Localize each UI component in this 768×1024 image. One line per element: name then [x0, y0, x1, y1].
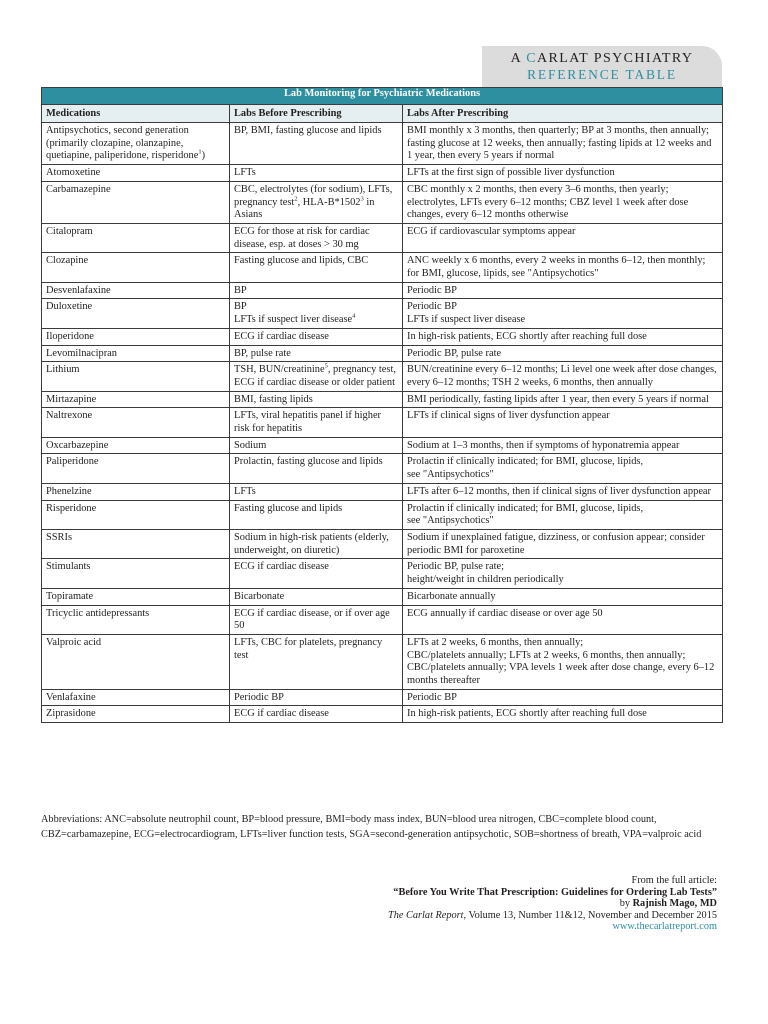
- source-intro: From the full article:: [631, 875, 717, 886]
- labs-after-cell: LFTs at 2 weeks, 6 months, then annually; CBC/platelets annually; LFTs at 2 weeks, 6 months, then annually; CBC/platelets annually; VPA levels 1 week after dose change, every 6–12 months thereafter: [403, 634, 723, 689]
- medication-cell: Atomoxetine: [42, 165, 230, 182]
- medication-cell: Naltrexone: [42, 408, 230, 437]
- article-title: “Before You Write That Prescription: Guidelines for Ordering Lab Tests”: [393, 886, 717, 898]
- medication-cell: Phenelzine: [42, 483, 230, 500]
- labs-before-cell: BP LFTs if suspect liver disease$^4$: [230, 299, 403, 328]
- labs-before-cell: Periodic BP: [230, 689, 403, 706]
- labs-before-cell: ECG for those at risk for cardiac disease, esp. at doses > 30 mg: [230, 223, 403, 252]
- medication-cell: Lithium: [42, 362, 230, 391]
- abbreviations-line-2: CBZ=carbamazepine, ECG=electrocardiogram, LFTs=liver function tests, SGA=second-generation antipsychotic, SOB=shortness of breath, VPA=valproic acid: [41, 829, 702, 840]
- brand-title: A CARLAT PSYCHIATRY: [510, 51, 694, 66]
- medication-cell: Valproic acid: [42, 634, 230, 689]
- labs-after-cell: CBC monthly x 2 months, then every 3–6 months, then yearly; electrolytes, LFTs every 6–12 months; CBZ level 1 week after dose changes, every 6–12 months otherwise: [403, 181, 723, 223]
- column-header-labs-after: Labs After Prescribing: [403, 105, 723, 123]
- labs-after-cell: Periodic BP, pulse rate; height/weight in children periodically: [403, 559, 723, 588]
- medication-cell: Desvenlafaxine: [42, 282, 230, 299]
- labs-before-cell: BP, pulse rate: [230, 345, 403, 362]
- website-link[interactable]: www.thecarlatreport.com: [612, 921, 717, 932]
- labs-before-cell: Prolactin, fasting glucose and lipids: [230, 454, 403, 483]
- labs-after-cell: Periodic BP LFTs if suspect liver disease: [403, 299, 723, 328]
- medication-cell: Topiramate: [42, 588, 230, 605]
- labs-after-cell: In high-risk patients, ECG shortly after reaching full dose: [403, 328, 723, 345]
- table-row: [42, 391, 723, 408]
- labs-before-cell: BP: [230, 282, 403, 299]
- column-header-labs-before: Labs Before Prescribing: [230, 105, 403, 123]
- medication-cell: Tricyclic antidepressants: [42, 605, 230, 634]
- table-row: [42, 362, 723, 391]
- labs-before-cell: LFTs: [230, 165, 403, 182]
- table-row: [42, 605, 723, 634]
- table-row: [42, 559, 723, 588]
- lab-monitoring-table: [41, 87, 723, 723]
- medication-cell: Mirtazapine: [42, 391, 230, 408]
- table-row: [42, 408, 723, 437]
- table-row: [42, 299, 723, 328]
- labs-before-cell: Sodium: [230, 437, 403, 454]
- labs-after-cell: Sodium if unexplained fatigue, dizziness, or confusion appear; consider periodic BMI for paroxetine: [403, 529, 723, 558]
- labs-after-cell: LFTs at the first sign of possible liver dysfunction: [403, 165, 723, 182]
- table-row: [42, 181, 723, 223]
- medication-cell: Venlafaxine: [42, 689, 230, 706]
- labs-after-cell: Periodic BP, pulse rate: [403, 345, 723, 362]
- labs-after-cell: In high-risk patients, ECG shortly after reaching full dose: [403, 706, 723, 723]
- source-citation: [388, 875, 717, 933]
- labs-before-cell: Bicarbonate: [230, 588, 403, 605]
- labs-after-cell: LFTs after 6–12 months, then if clinical signs of liver dysfunction appear: [403, 483, 723, 500]
- table-row: [42, 223, 723, 252]
- medication-cell: Risperidone: [42, 500, 230, 529]
- labs-before-cell: BP, BMI, fasting glucose and lipids: [230, 123, 403, 165]
- brand-subtitle: REFERENCE TABLE: [527, 67, 677, 82]
- labs-after-cell: BUN/creatinine every 6–12 months; Li level one week after dose changes, every 6–12 months; TSH 2 weeks, 6 months, then annually: [403, 362, 723, 391]
- table-row: [42, 123, 723, 165]
- labs-after-cell: Prolactin if clinically indicated; for BMI, glucose, lipids, see "Antipsychotics": [403, 454, 723, 483]
- medication-cell: Citalopram: [42, 223, 230, 252]
- table-row: [42, 706, 723, 723]
- labs-before-cell: TSH, BUN/creatinine$^5$, pregnancy test, ECG if cardiac disease or older patient: [230, 362, 403, 391]
- table-row: [42, 282, 723, 299]
- table-row: [42, 634, 723, 689]
- column-header-medications: Medications: [42, 105, 230, 123]
- table-row: [42, 345, 723, 362]
- labs-before-cell: ECG if cardiac disease, or if over age 50: [230, 605, 403, 634]
- table-row: [42, 483, 723, 500]
- labs-before-cell: Fasting glucose and lipids, CBC: [230, 253, 403, 282]
- labs-after-cell: Periodic BP: [403, 689, 723, 706]
- labs-after-cell: ECG if cardiovascular symptoms appear: [403, 223, 723, 252]
- medication-cell: Levomilnacipran: [42, 345, 230, 362]
- labs-after-cell: Sodium at 1–3 months, then if symptoms of hyponatremia appear: [403, 437, 723, 454]
- labs-after-cell: Periodic BP: [403, 282, 723, 299]
- carlat-brand-tab: [482, 46, 722, 88]
- table-row: [42, 437, 723, 454]
- abbreviations-line-1: Abbreviations: ANC=absolute neutrophil count, BP=blood pressure, BMI=body mass index, BUN=blood urea nitrogen, CBC=complete blood count,: [41, 814, 657, 825]
- labs-before-cell: BMI, fasting lipids: [230, 391, 403, 408]
- medication-cell: Paliperidone: [42, 454, 230, 483]
- table-row: [42, 689, 723, 706]
- table-row: [42, 165, 723, 182]
- labs-after-cell: Bicarbonate annually: [403, 588, 723, 605]
- labs-before-cell: CBC, electrolytes (for sodium), LFTs, pregnancy test$^2$, HLA-B*1502$^3$ in Asians: [230, 181, 403, 223]
- table-row: [42, 454, 723, 483]
- labs-before-cell: ECG if cardiac disease: [230, 559, 403, 588]
- medication-cell: Duloxetine: [42, 299, 230, 328]
- medication-cell: Stimulants: [42, 559, 230, 588]
- table-title: Lab Monitoring for Psychiatric Medications: [42, 88, 723, 105]
- table-row: [42, 500, 723, 529]
- medication-cell: SSRIs: [42, 529, 230, 558]
- labs-after-cell: ANC weekly x 6 months, every 2 weeks in months 6–12, then monthly; for BMI, glucose, lipids, see "Antipsychotics": [403, 253, 723, 282]
- table-row: [42, 328, 723, 345]
- brand-accent-letter: C: [526, 51, 538, 66]
- labs-before-cell: LFTs, CBC for platelets, pregnancy test: [230, 634, 403, 689]
- labs-before-cell: ECG if cardiac disease: [230, 328, 403, 345]
- labs-after-cell: Prolactin if clinically indicated; for BMI, glucose, lipids, see "Antipsychotics": [403, 500, 723, 529]
- issue-details: , Volume 13, Number 11&12, November and December 2015: [463, 909, 717, 921]
- table-row: [42, 529, 723, 558]
- table-row: [42, 253, 723, 282]
- medication-cell: Oxcarbazepine: [42, 437, 230, 454]
- labs-before-cell: Sodium in high-risk patients (elderly, underweight, on diuretic): [230, 529, 403, 558]
- medication-cell: Antipsychotics, second generation (primarily clozapine, olanzapine, quetiapine, paliperidone, risperidone$^1$): [42, 123, 230, 165]
- journal-issue: [388, 910, 717, 922]
- table-row: [42, 588, 723, 605]
- labs-after-cell: BMI periodically, fasting lipids after 1 year, then every 5 years if normal: [403, 391, 723, 408]
- medication-cell: Iloperidone: [42, 328, 230, 345]
- abbreviations-note: [41, 812, 731, 842]
- medication-cell: Carbamazepine: [42, 181, 230, 223]
- medication-cell: Clozapine: [42, 253, 230, 282]
- labs-before-cell: LFTs: [230, 483, 403, 500]
- journal-name: The Carlat Report: [388, 909, 464, 921]
- labs-before-cell: LFTs, viral hepatitis panel if higher risk for hepatitis: [230, 408, 403, 437]
- author-name: Rajnish Mago, MD: [632, 898, 717, 909]
- medication-cell: Ziprasidone: [42, 706, 230, 723]
- byline: by Rajnish Mago, MD: [619, 898, 717, 909]
- table-body: [42, 123, 723, 723]
- labs-after-cell: ECG annually if cardiac disease or over age 50: [403, 605, 723, 634]
- labs-before-cell: ECG if cardiac disease: [230, 706, 403, 723]
- labs-before-cell: Fasting glucose and lipids: [230, 500, 403, 529]
- labs-after-cell: LFTs if clinical signs of liver dysfunction appear: [403, 408, 723, 437]
- labs-after-cell: BMI monthly x 3 months, then quarterly; BP at 3 months, then annually; fasting glucose at 12 weeks, then annually; fasting lipids at 12 weeks and 1 year, then every 5 years if normal: [403, 123, 723, 165]
